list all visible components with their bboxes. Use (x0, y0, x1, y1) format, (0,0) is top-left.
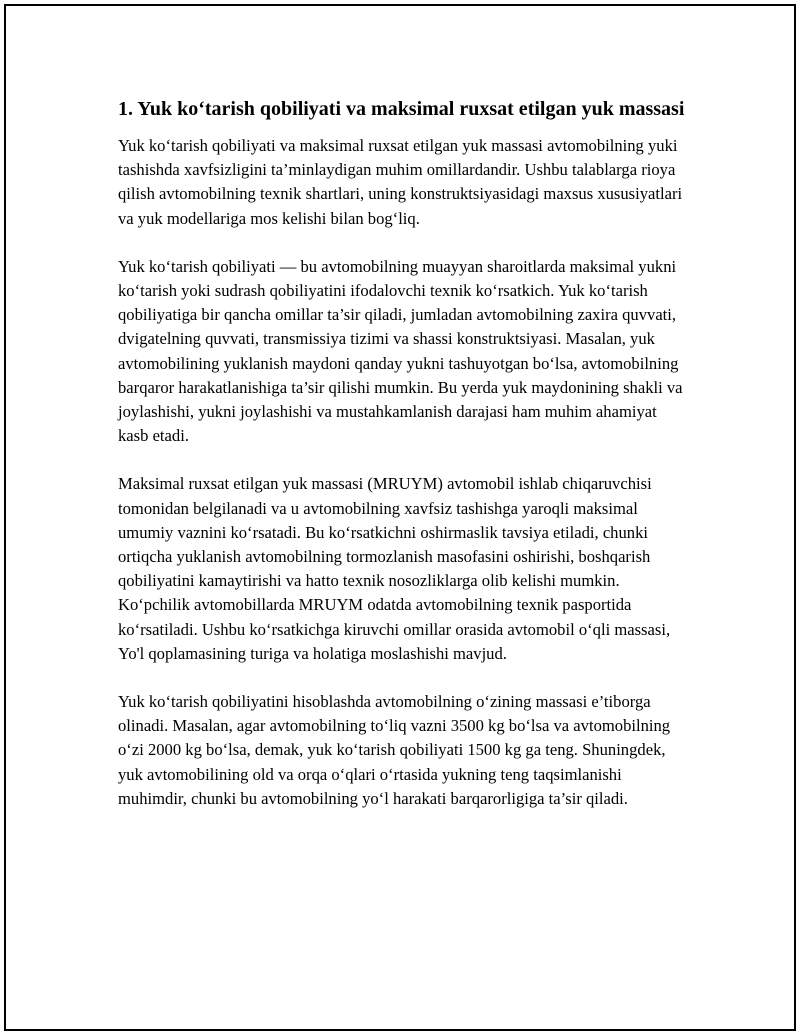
paragraph-1: Yuk ko‘tarish qobiliyati va maksimal ruxsat etilgan yuk massasi avtomobilning yuki tashishda xavfsizligini ta’minlaydigan muhim omillardandir. Ushbu talablarga rioya qilish avtomobilning texnik shartlari, uning konstruktsiyasidagi maxsus xususiyatlari va yuk modellariga mos kelishi bilan bog‘liq. (118, 136, 683, 228)
paragraph-2: Yuk ko‘tarish qobiliyati — bu avtomobilning muayyan sharoitlarda maksimal yukni ko‘tarish yoki sudrash qobiliyatini ifodalovchi texnik ko‘rsatkich. Yuk ko‘tarish qobiliyatiga bir qancha omillar ta’sir qiladi, jumladan avtomobilning zaxira quvvati, dvigatelning quvvati, transmissiya tizimi va shassi konstruktsiyasi. Masalan, yuk avtomobilining yuklanish maydoni qanday yukni tashuyotgan bo‘lsa, avtomobilning barqaror harakatlanishiga ta’sir qilishi mumkin. Bu yerda yuk maydonining shakli va joylashishi, yukni joylashishi va mustahkamlanish darajasi ham muhim ahamiyat kasb etadi. (118, 256, 683, 446)
document-body (118, 96, 690, 835)
section-heading: 1. Yuk ko‘tarish qobiliyati va maksimal ruxsat etilgan yuk massasi (118, 98, 685, 120)
paragraph-3: Maksimal ruxsat etilgan yuk massasi (MRUYM) avtomobil ishlab chiqaruvchisi tomonidan belgilanadi va u avtomobilning xavfsiz tashishga yaroqli maksimal umumiy vaznini ko‘rsatadi. Bu ko‘rsatkichni oshirmaslik tavsiya etiladi, chunki ortiqcha yuklanish avtomobilning tormozlanish masofasini oshirishi, boshqarish qobiliyatini kamaytirishi va hatto texnik nosozliklarga olib kelishi mumkin. Ko‘pchilik avtomobillarda MRUYM odatda avtomobilning texnik pasportida ko‘rsatiladi. Ushbu ko‘rsatkichga kiruvchi omillar orasida avtomobil o‘qli massasi, Yo'l qoplamasining turiga va holatiga moslashishi mavjud. (118, 474, 671, 663)
paragraph-4: Yuk ko‘tarish qobiliyatini hisoblashda avtomobilning o‘zining massasi e’tiborga olinadi. Masalan, agar avtomobilning to‘liq vazni 3500 kg bo‘lsa va avtomobilning o‘zi 2000 kg bo‘lsa, demak, yuk ko‘tarish qobiliyati 1500 kg ga teng. Shuningdek, yuk avtomobilining old va orqa o‘qlari o‘rtasida yukning teng taqsimlanishi muhimdir, chunki bu avtomobilning yo‘l harakati barqarorligiga ta’sir qiladi. (118, 692, 671, 808)
